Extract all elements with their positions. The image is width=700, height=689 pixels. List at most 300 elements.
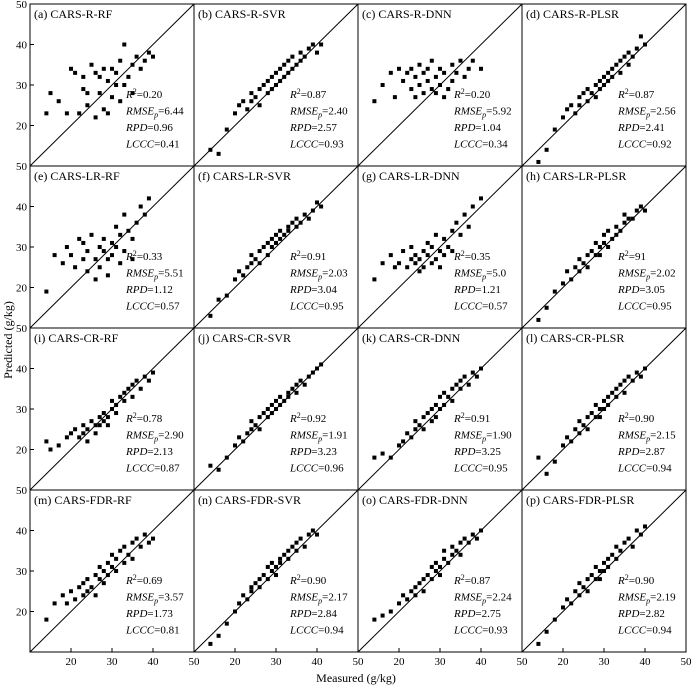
data-point <box>442 557 446 561</box>
data-point <box>409 87 413 91</box>
stat-lccc: LCCC=0.94 <box>290 624 344 637</box>
data-point <box>635 371 639 375</box>
data-point <box>430 59 434 63</box>
data-point <box>315 367 319 371</box>
stat-rpd: RPD=1.04 <box>454 122 501 134</box>
data-point <box>254 257 258 261</box>
data-point <box>69 67 73 71</box>
data-point <box>471 59 475 63</box>
data-point <box>286 557 290 561</box>
data-point <box>299 51 303 55</box>
data-point <box>65 601 69 605</box>
data-point <box>270 87 274 91</box>
stat-lccc: LCCC=0.95 <box>454 462 508 475</box>
data-point <box>561 443 565 447</box>
panel-11 <box>522 328 686 490</box>
data-point <box>561 115 565 119</box>
data-point <box>249 585 253 589</box>
data-point <box>151 537 155 541</box>
data-point <box>233 277 237 281</box>
panel-1 <box>194 4 358 166</box>
data-point <box>274 399 278 403</box>
data-point <box>143 213 147 217</box>
data-point <box>270 75 274 79</box>
data-point <box>569 277 573 281</box>
data-point <box>147 51 151 55</box>
data-point <box>418 63 422 67</box>
y-axis-title: Predicted (g/kg) <box>1 301 15 379</box>
stat-lccc: LCCC=0.81 <box>126 624 180 637</box>
data-point <box>278 561 282 565</box>
data-point <box>623 221 627 225</box>
data-point <box>274 233 278 237</box>
stat-rpd: RPD=2.87 <box>618 446 665 458</box>
data-point <box>81 593 85 597</box>
data-point <box>639 533 643 537</box>
data-point <box>582 423 586 427</box>
data-point <box>69 431 73 435</box>
data-point <box>450 229 454 233</box>
data-point <box>426 241 430 245</box>
data-point <box>582 585 586 589</box>
data-point <box>569 103 573 107</box>
y-tick-label: 50 <box>16 485 27 497</box>
data-point <box>389 456 393 460</box>
y-tick-label: 50 <box>16 323 27 335</box>
data-point <box>598 79 602 83</box>
data-point <box>438 265 442 269</box>
stat-lccc: LCCC=0.92 <box>618 138 672 151</box>
data-point <box>565 107 569 111</box>
data-point <box>217 468 221 472</box>
stat-lccc: LCCC=0.57 <box>454 300 508 313</box>
data-point <box>631 379 635 383</box>
x-tick-label: 50 <box>188 656 200 668</box>
data-point <box>430 577 434 581</box>
data-point <box>131 237 135 241</box>
data-point <box>274 71 278 75</box>
data-point <box>586 577 590 581</box>
data-point <box>98 75 102 79</box>
data-point <box>381 452 385 456</box>
data-point <box>553 290 557 294</box>
data-point <box>450 399 454 403</box>
y-tick-label: 20 <box>16 606 27 619</box>
data-point <box>126 553 130 557</box>
data-point <box>565 269 569 273</box>
data-point <box>409 245 413 249</box>
stat-r2: $R^2=91$ <box>618 249 646 263</box>
data-point <box>471 533 475 537</box>
x-tick-label: 20 <box>229 656 241 668</box>
x-tick-label: 30 <box>434 656 446 668</box>
data-point <box>450 387 454 391</box>
data-point <box>258 415 262 419</box>
x-tick-label: 50 <box>516 656 528 668</box>
stat-rpd: RPD=2.84 <box>290 608 337 620</box>
data-point <box>282 233 286 237</box>
data-point <box>586 427 590 431</box>
data-point <box>418 423 422 427</box>
data-point <box>61 261 65 265</box>
data-point <box>233 443 237 447</box>
data-point <box>286 225 290 229</box>
data-point <box>81 423 85 427</box>
data-point <box>459 541 463 545</box>
data-point <box>450 79 454 83</box>
stat-r2: $R^2=0.35$ <box>454 249 491 263</box>
data-point <box>270 569 274 573</box>
data-point <box>381 83 385 87</box>
data-point <box>98 415 102 419</box>
data-point <box>114 245 118 249</box>
data-point <box>413 261 417 265</box>
data-point <box>114 403 118 407</box>
data-point <box>594 241 598 245</box>
data-point <box>139 67 143 71</box>
data-point <box>389 610 393 614</box>
stat-lccc: LCCC=0.95 <box>618 300 672 313</box>
data-point <box>118 233 122 237</box>
data-point <box>217 298 221 302</box>
data-point <box>479 196 483 200</box>
y-tick-label: 50 <box>16 161 27 173</box>
data-point <box>278 67 282 71</box>
data-point <box>81 581 85 585</box>
data-point <box>44 439 48 443</box>
data-point <box>266 253 270 257</box>
data-point <box>122 545 126 549</box>
data-point <box>430 565 434 569</box>
data-point <box>57 443 61 447</box>
stat-rpd: RPD=1.73 <box>126 608 173 620</box>
data-point <box>454 71 458 75</box>
stat-rmse: $RMSE_p=3.57$ <box>126 591 184 606</box>
data-point <box>430 407 434 411</box>
data-point <box>258 103 262 107</box>
panel-8 <box>16 323 194 490</box>
data-point <box>553 460 557 464</box>
data-point <box>315 200 319 204</box>
data-point <box>467 541 471 545</box>
data-point <box>418 581 422 585</box>
data-point <box>290 221 294 225</box>
data-point <box>614 63 618 67</box>
data-point <box>126 387 130 391</box>
data-point <box>422 265 426 269</box>
data-point <box>249 253 253 257</box>
data-point <box>422 71 426 75</box>
data-point <box>102 411 106 415</box>
data-point <box>81 431 85 435</box>
data-point <box>405 71 409 75</box>
data-point <box>618 383 622 387</box>
data-point <box>98 91 102 95</box>
data-point <box>94 277 98 281</box>
data-point <box>147 379 151 383</box>
data-point <box>131 63 135 67</box>
data-point <box>643 367 647 371</box>
data-point <box>422 577 426 581</box>
data-point <box>53 253 57 257</box>
data-point <box>307 47 311 51</box>
data-point <box>475 375 479 379</box>
panels-layer <box>16 0 692 668</box>
data-point <box>643 209 647 213</box>
data-point <box>598 87 602 91</box>
panel-2 <box>358 4 522 166</box>
data-point <box>438 395 442 399</box>
data-point <box>459 379 463 383</box>
panel-14 <box>358 490 528 668</box>
data-point <box>102 569 106 573</box>
data-point <box>545 306 549 310</box>
stat-rmse: $RMSE_p=5.92$ <box>454 105 512 120</box>
data-point <box>545 630 549 634</box>
data-point <box>303 213 307 217</box>
data-point <box>319 43 323 47</box>
data-point <box>233 610 237 614</box>
stat-rmse: $RMSE_p=1.90$ <box>454 429 512 444</box>
data-point <box>467 383 471 387</box>
y-tick-label: 40 <box>16 39 27 52</box>
stat-lccc: LCCC=0.94 <box>618 624 672 637</box>
data-point <box>401 79 405 83</box>
data-point <box>254 581 258 585</box>
data-point <box>627 217 631 221</box>
data-point <box>266 415 270 419</box>
data-point <box>307 217 311 221</box>
data-point <box>614 395 618 399</box>
data-point <box>122 561 126 565</box>
data-point <box>631 545 635 549</box>
stat-rpd: RPD=1.12 <box>126 284 173 296</box>
data-point <box>258 585 262 589</box>
data-point <box>413 75 417 79</box>
panel-7 <box>522 166 686 328</box>
data-point <box>434 569 438 573</box>
data-point <box>290 387 294 391</box>
stat-rpd: RPD=2.41 <box>618 122 665 134</box>
data-point <box>258 261 262 265</box>
data-point <box>249 427 253 431</box>
data-point <box>151 371 155 375</box>
data-point <box>286 549 290 553</box>
data-point <box>459 233 463 237</box>
data-point <box>594 577 598 581</box>
data-point <box>81 75 85 79</box>
data-point <box>623 379 627 383</box>
data-point <box>295 541 299 545</box>
stat-rmse: $RMSE_p=2.17$ <box>290 591 348 606</box>
data-point <box>430 245 434 249</box>
stat-r2: $R^2=0.20$ <box>126 87 163 101</box>
stat-rmse: $RMSE_p=2.24$ <box>454 591 512 606</box>
data-point <box>278 229 282 233</box>
data-point <box>282 553 286 557</box>
data-point <box>397 261 401 265</box>
data-point <box>553 618 557 622</box>
data-point <box>606 79 610 83</box>
data-point <box>237 435 241 439</box>
data-point <box>114 225 118 229</box>
data-point <box>110 241 114 245</box>
data-point <box>561 281 565 285</box>
stat-r2: $R^2=0.87$ <box>454 573 491 587</box>
data-point <box>286 71 290 75</box>
data-point <box>623 213 627 217</box>
data-point <box>606 229 610 233</box>
data-point <box>577 95 581 99</box>
panel-title: (n) CARS-FDR-SVR <box>198 493 302 507</box>
data-point <box>295 391 299 395</box>
data-point <box>381 261 385 265</box>
data-point <box>590 91 594 95</box>
stat-r2: $R^2=0.90$ <box>618 573 655 587</box>
data-point <box>53 601 57 605</box>
stat-rmse: $RMSE_p=5.51$ <box>126 267 184 282</box>
data-point <box>122 213 126 217</box>
data-point <box>225 622 229 626</box>
data-point <box>467 225 471 229</box>
data-point <box>266 91 270 95</box>
stat-lccc: LCCC=0.95 <box>290 300 344 313</box>
data-point <box>393 265 397 269</box>
data-point <box>602 399 606 403</box>
data-point <box>233 111 237 115</box>
x-tick-label: 40 <box>311 656 323 668</box>
data-point <box>262 573 266 577</box>
data-point <box>85 589 89 593</box>
y-tick-label: 30 <box>16 242 27 254</box>
data-point <box>73 71 77 75</box>
data-point <box>73 427 77 431</box>
x-tick-label: 30 <box>598 656 610 668</box>
data-point <box>98 577 102 581</box>
data-point <box>573 265 577 269</box>
stat-rmse: $RMSE_p=2.03$ <box>290 267 348 282</box>
panel-title: (m) CARS-FDR-RF <box>34 493 132 507</box>
data-point <box>249 419 253 423</box>
data-point <box>569 439 573 443</box>
data-point <box>454 549 458 553</box>
data-point <box>110 253 114 257</box>
data-point <box>315 51 319 55</box>
data-point <box>237 103 241 107</box>
data-point <box>598 253 602 257</box>
stat-r2: $R^2=0.92$ <box>290 411 327 425</box>
data-point <box>614 387 618 391</box>
data-point <box>434 415 438 419</box>
data-point <box>422 91 426 95</box>
data-point <box>545 148 549 152</box>
data-point <box>102 419 106 423</box>
stat-rmse: $RMSE_p=5.0$ <box>454 267 507 282</box>
stat-rmse: $RMSE_p=1.91$ <box>290 429 348 444</box>
data-point <box>225 294 229 298</box>
data-point <box>94 115 98 119</box>
stat-lccc: LCCC=0.41 <box>126 138 180 151</box>
data-point <box>582 261 586 265</box>
panel-3 <box>522 4 686 166</box>
data-point <box>463 213 467 217</box>
stat-r2: $R^2=0.69$ <box>126 573 163 587</box>
data-point <box>319 205 323 209</box>
panel-title: (a) CARS-R-RF <box>34 7 113 21</box>
data-point <box>577 103 581 107</box>
stat-rmse: $RMSE_p=2.15$ <box>618 429 676 444</box>
data-point <box>639 375 643 379</box>
data-point <box>594 403 598 407</box>
panel-title: (j) CARS-CR-SVR <box>198 331 292 345</box>
data-point <box>282 399 286 403</box>
data-point <box>446 245 450 249</box>
data-point <box>139 545 143 549</box>
data-point <box>639 34 643 38</box>
y-tick-label: 20 <box>16 444 27 457</box>
data-point <box>118 395 122 399</box>
stat-rpd: RPD=2.75 <box>454 608 501 620</box>
stat-lccc: LCCC=0.96 <box>290 462 344 475</box>
data-point <box>463 75 467 79</box>
data-point <box>422 249 426 253</box>
data-point <box>442 71 446 75</box>
panel-title: (c) CARS-R-DNN <box>362 7 452 21</box>
data-point <box>598 577 602 581</box>
data-point <box>393 95 397 99</box>
data-point <box>110 95 114 99</box>
data-point <box>623 541 627 545</box>
x-tick-label: 20 <box>557 656 569 668</box>
data-point <box>430 87 434 91</box>
data-point <box>254 423 258 427</box>
data-point <box>594 253 598 257</box>
data-point <box>270 411 274 415</box>
panel-12 <box>16 485 200 668</box>
stat-r2: $R^2=0.20$ <box>454 87 491 101</box>
data-point <box>450 545 454 549</box>
data-point <box>299 221 303 225</box>
data-point <box>225 456 229 460</box>
stat-r2: $R^2=0.90$ <box>290 573 327 587</box>
data-point <box>44 618 48 622</box>
data-point <box>438 83 442 87</box>
data-point <box>295 63 299 67</box>
data-point <box>413 585 417 589</box>
data-point <box>44 290 48 294</box>
data-point <box>463 537 467 541</box>
data-point <box>311 371 315 375</box>
data-point <box>254 95 258 99</box>
y-tick-label: 30 <box>16 404 27 416</box>
data-point <box>139 387 143 391</box>
data-point <box>110 407 114 411</box>
data-point <box>573 111 577 115</box>
data-point <box>114 71 118 75</box>
data-point <box>434 403 438 407</box>
data-point <box>569 601 573 605</box>
data-point <box>110 399 114 403</box>
data-point <box>413 95 417 99</box>
data-point <box>110 67 114 71</box>
data-point <box>475 537 479 541</box>
data-point <box>135 221 139 225</box>
x-axis-title: Measured (g/kg) <box>316 671 396 685</box>
data-point <box>405 265 409 269</box>
data-point <box>594 83 598 87</box>
data-point <box>479 367 483 371</box>
data-point <box>418 257 422 261</box>
